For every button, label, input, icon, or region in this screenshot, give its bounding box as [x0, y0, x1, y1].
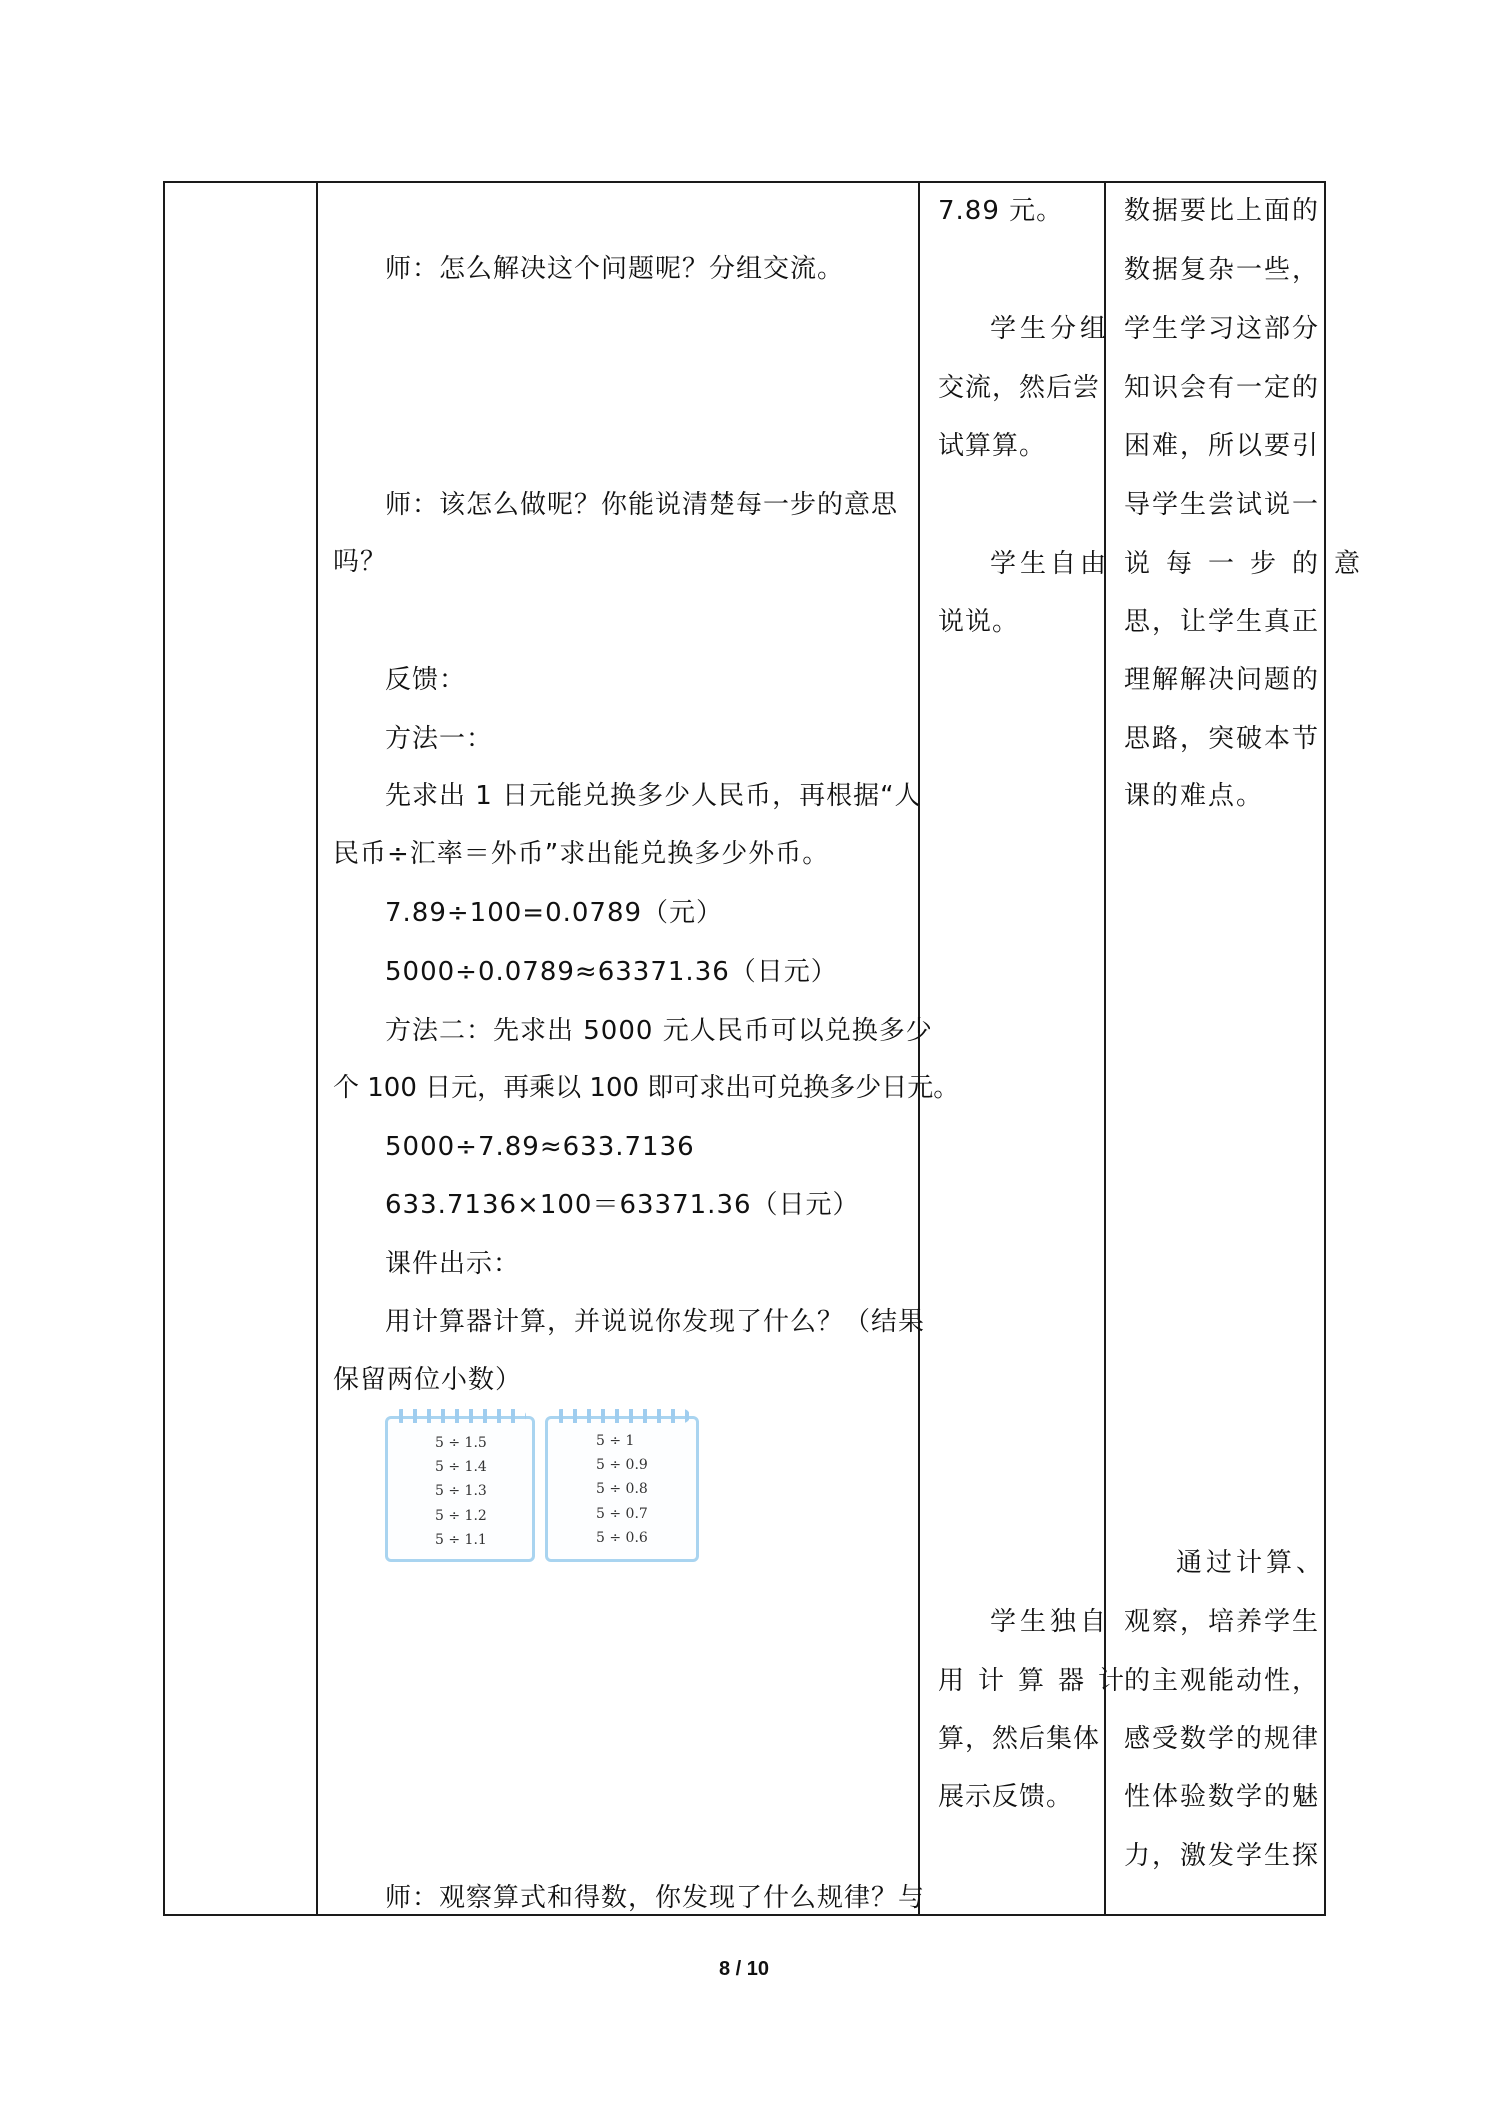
rationale-line: 说每一步的意 — [1124, 549, 1377, 579]
calculation-card-left — [385, 1416, 535, 1562]
calculation-card-right — [545, 1416, 699, 1562]
method-one-heading: 方法一： — [385, 724, 494, 754]
expression: 5 ÷ 1.5 — [435, 1435, 487, 1451]
equation: 7.89÷100=0.0789（元） — [385, 898, 724, 928]
expression: 5 ÷ 1.3 — [435, 1483, 487, 1499]
student-line: 算，然后集体 — [938, 1724, 1101, 1754]
spiral-binding — [394, 1409, 526, 1423]
method-one-text: 民币÷汇率＝外币”求出能兑换多少外币。 — [333, 839, 830, 869]
task-text: 用计算器计算，并说说你发现了什么？（结果 — [385, 1307, 926, 1337]
rationale-line: 通过计算、 — [1176, 1548, 1327, 1578]
student-line: 交流，然后尝 — [938, 373, 1101, 403]
student-line: 7.89 元。 — [938, 196, 1064, 226]
student-line: 试算算。 — [938, 431, 1047, 461]
column-divider — [316, 183, 318, 1914]
expression: 5 ÷ 1.1 — [435, 1532, 487, 1548]
equation: 633.7136×100＝63371.36（日元） — [385, 1190, 860, 1220]
page-number: 8 / 10 — [718, 1958, 770, 1980]
rationale-line: 困难，所以要引 — [1124, 431, 1321, 461]
rationale-line: 数据复杂一些， — [1124, 255, 1321, 285]
method-two-text: 个 100 日元，再乘以 100 即可求出可兑换多少日元。 — [333, 1073, 960, 1103]
rationale-line: 思，让学生真正 — [1124, 607, 1321, 637]
equation: 5000÷0.0789≈63371.36（日元） — [385, 957, 838, 987]
rationale-line: 学生学习这部分 — [1124, 314, 1321, 344]
teacher-line: 师：该怎么做呢？你能说清楚每一步的意思 — [385, 490, 899, 520]
courseware-heading: 课件出示： — [385, 1249, 521, 1279]
student-line: 学生独自 — [990, 1607, 1111, 1637]
feedback-heading: 反馈： — [385, 665, 467, 695]
expression: 5 ÷ 1.2 — [435, 1508, 487, 1524]
rationale-line: 理解解决问题的 — [1124, 665, 1321, 695]
rationale-line: 观察，培养学生 — [1124, 1607, 1321, 1637]
student-line: 展示反馈。 — [938, 1782, 1074, 1812]
student-line: 学生分组 — [990, 314, 1111, 344]
student-line: 说说。 — [938, 607, 1020, 637]
rationale-line: 的主观能动性， — [1124, 1666, 1321, 1696]
column-divider — [918, 183, 920, 1914]
rationale-line: 性体验数学的魅 — [1124, 1782, 1321, 1812]
rationale-line: 思路，突破本节 — [1124, 724, 1321, 754]
task-text: 保留两位小数） — [333, 1365, 523, 1395]
expression: 5 ÷ 0.6 — [596, 1530, 648, 1546]
expression: 5 ÷ 0.8 — [596, 1481, 648, 1497]
student-line: 用计算器计 — [938, 1666, 1139, 1696]
method-one-text: 先求出 1 日元能兑换多少人民币，再根据“人 — [385, 781, 922, 811]
teacher-line: 吗？ — [333, 547, 388, 577]
expression: 5 ÷ 0.9 — [596, 1457, 648, 1473]
student-line: 学生自由 — [990, 549, 1111, 579]
expression: 5 ÷ 0.7 — [596, 1506, 648, 1522]
teacher-line: 师：怎么解决这个问题呢？分组交流。 — [385, 254, 845, 284]
spiral-binding — [554, 1409, 690, 1423]
rationale-line: 力，激发学生探 — [1124, 1841, 1321, 1871]
rationale-line: 导学生尝试说一 — [1124, 490, 1321, 520]
rationale-line: 课的难点。 — [1124, 781, 1265, 811]
method-two-text: 方法二：先求出 5000 元人民币可以兑换多少 — [385, 1016, 933, 1046]
equation: 5000÷7.89≈633.7136 — [385, 1132, 695, 1162]
rationale-line: 数据要比上面的 — [1124, 196, 1321, 226]
expression: 5 ÷ 1 — [596, 1433, 635, 1449]
rationale-line: 感受数学的规律 — [1124, 1724, 1321, 1754]
teacher-line: 师：观察算式和得数，你发现了什么规律？与 — [385, 1883, 926, 1913]
rationale-line: 知识会有一定的 — [1124, 373, 1321, 403]
expression: 5 ÷ 1.4 — [435, 1459, 487, 1475]
column-divider — [1104, 183, 1106, 1914]
